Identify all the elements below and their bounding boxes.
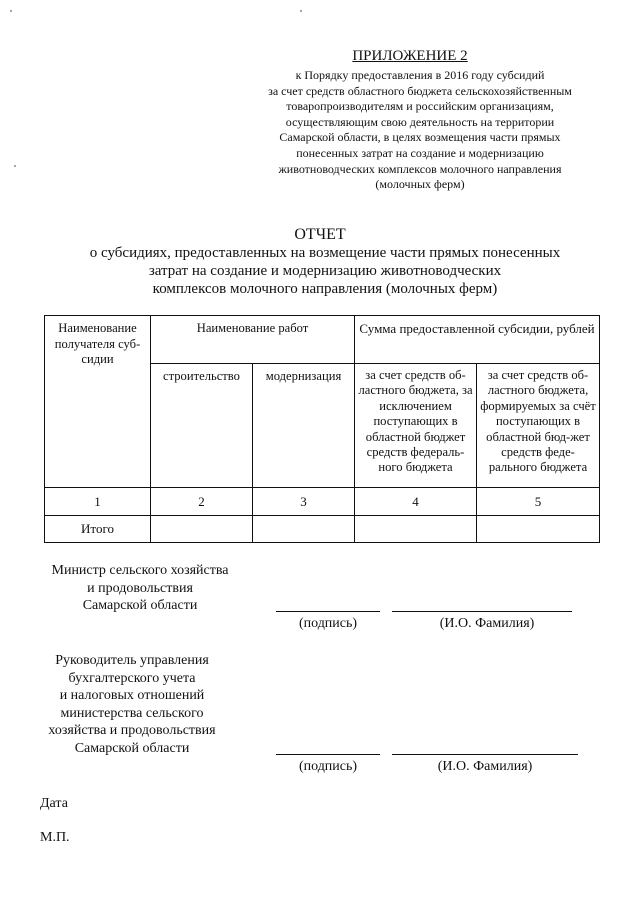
minister-signature-line [276,611,380,612]
appendix-line: Самарской области, в целях возмещения части прямых [279,130,561,145]
column-number: 1 [45,488,151,516]
total-cell [151,516,253,543]
federal-budget-header-cell [477,364,600,488]
total-cell [355,516,477,543]
accounting-head-title-line: министерства сельского [60,705,204,721]
column-number: 2 [151,488,253,516]
appendix-title: ПРИЛОЖЕНИЕ 2 [352,48,468,64]
appendix-line: за счет средств областного бюджета сельскохозяйственным [268,83,572,98]
accounting-head-title-line: хозяйства и продовольствия [48,723,216,738]
date-label: Дата [40,796,68,811]
accounting-head-title-line: Самарской области [74,740,190,756]
appendix-line: к Порядку предоставления в 2016 году субсидий [295,68,545,82]
accounting-head-title-line: и налоговых отношений [59,688,205,703]
scan-speck [300,10,302,12]
subsidy-table [44,315,600,543]
report-title: ОТЧЕТ [294,226,346,243]
total-label: Итого [45,516,151,543]
scan-speck [10,10,12,12]
minister-title-line: и продовольствия [87,580,193,596]
accounting-head-title-line: Руководитель управления [55,653,209,668]
column-number: 5 [477,488,600,516]
column-number-row [45,488,600,516]
accounting-name-caption: (И.О. Фамилия) [437,759,533,774]
minister-title [40,562,240,615]
minister-title-line: Самарской области [82,598,198,613]
total-cell [477,516,600,543]
appendix-line: осуществляющим свою деятельность на территории [285,114,555,129]
sum-header: Сумма предоставленной субсидии, рублей [359,321,595,336]
minister-name-caption: (И.О. Фамилия) [439,616,535,631]
stamp-label: М.П. [40,830,70,845]
accounting-signature-caption: (подпись) [298,759,358,774]
regional-budget-header: за счет средств об-ластного бюджета, за исключением поступающих в областной бюджет средств федераль-ного бюджета [358,368,473,475]
federal-budget-header: за счет средств об-ластного бюджета, формируемых за счёт поступающих в областной бюд-жет средств феде-рального бюджета [480,368,596,475]
accounting-signature-line [276,754,380,755]
report-subtitle [60,244,590,298]
appendix-line: товаропроизводителям и российским организациям, [286,99,554,114]
accounting-name-line [392,754,578,755]
report-subtitle-line: затрат на создание и модернизацию животноводческих [148,263,502,279]
report-subtitle-line: комплексов молочного направления (молочных ферм) [152,281,498,297]
appendix-line: понесенных затрат на создание и модернизацию [296,145,544,160]
modernization-header: модернизация [265,369,342,383]
accounting-head-title [32,652,232,757]
total-row [45,516,600,543]
construction-header: строительство [163,369,240,383]
sum-header-cell [355,316,600,364]
appendix-line: животноводческих комплексов молочного направления [278,161,562,176]
report-subtitle-line: о субсидиях, предоставленных на возмещение части прямых понесенных [89,245,561,261]
minister-title-line: Министр сельского хозяйства [51,563,229,578]
construction-header-cell [151,364,253,488]
minister-signature-caption: (подпись) [298,616,358,631]
recipient-header: Наименование получателя суб-сидии [54,321,141,366]
appendix-line: (молочных ферм) [375,177,465,192]
minister-name-line [392,611,572,612]
works-header-cell [151,316,355,364]
works-header: Наименование работ [196,321,309,335]
accounting-head-title-line: бухгалтерского учета [68,670,196,686]
modernization-header-cell [253,364,355,488]
column-number: 3 [253,488,355,516]
regional-budget-header-cell [355,364,477,488]
recipient-header-cell [45,316,151,488]
scan-speck [14,165,16,167]
column-number: 4 [355,488,477,516]
total-cell [253,516,355,543]
appendix-text [250,68,590,193]
